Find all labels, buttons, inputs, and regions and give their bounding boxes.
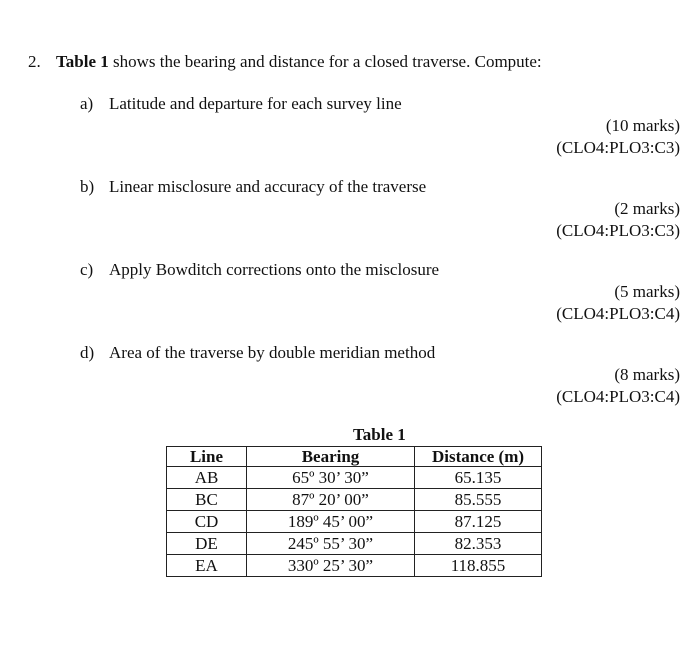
cell-distance: 87.125 bbox=[415, 511, 542, 533]
part-a-marks bbox=[556, 115, 680, 159]
cell-line: EA bbox=[167, 555, 247, 577]
traverse-table bbox=[166, 446, 542, 577]
part-d-label: d) bbox=[80, 343, 95, 362]
table-row bbox=[167, 489, 542, 511]
cell-bearing: 330º 25’ 30” bbox=[247, 555, 415, 577]
table-row bbox=[167, 555, 542, 577]
table-row bbox=[167, 533, 542, 555]
question-number: 2. bbox=[28, 52, 41, 71]
header-bearing: Bearing bbox=[247, 447, 415, 467]
part-b-text: Linear misclosure and accuracy of the traverse bbox=[109, 177, 427, 196]
cell-line: BC bbox=[167, 489, 247, 511]
table-reference: Table 1 bbox=[56, 52, 109, 71]
part-b-marks-value: (2 marks) bbox=[614, 199, 680, 218]
question-intro bbox=[56, 52, 542, 72]
cell-bearing: 189º 45’ 00” bbox=[247, 511, 415, 533]
cell-bearing: 245º 55’ 30” bbox=[247, 533, 415, 555]
header-distance: Distance (m) bbox=[415, 447, 542, 467]
part-c-clo: (CLO4:PLO3:C4) bbox=[556, 304, 680, 323]
cell-line: DE bbox=[167, 533, 247, 555]
table-row bbox=[167, 467, 542, 489]
part-d-text: Area of the traverse by double meridian method bbox=[109, 343, 436, 362]
part-c-label: c) bbox=[80, 260, 94, 279]
part-c-marks bbox=[556, 281, 680, 325]
intro-text: shows the bearing and distance for a closed traverse. Compute: bbox=[108, 52, 542, 71]
part-d-marks-value: (8 marks) bbox=[614, 365, 680, 384]
part-b-clo: (CLO4:PLO3:C3) bbox=[556, 221, 680, 240]
part-a-marks-value: (10 marks) bbox=[605, 116, 680, 135]
part-a-text: Latitude and departure for each survey line bbox=[109, 94, 402, 113]
table-title: Table 1 bbox=[353, 425, 406, 444]
part-a-clo: (CLO4:PLO3:C3) bbox=[556, 138, 680, 157]
part-a-label: a) bbox=[80, 94, 94, 113]
cell-bearing: 87º 20’ 00” bbox=[247, 489, 415, 511]
header-line: Line bbox=[167, 447, 247, 467]
cell-line: AB bbox=[167, 467, 247, 489]
cell-distance: 118.855 bbox=[415, 555, 542, 577]
cell-distance: 82.353 bbox=[415, 533, 542, 555]
cell-bearing: 65º 30’ 30” bbox=[247, 467, 415, 489]
part-d-clo: (CLO4:PLO3:C4) bbox=[556, 387, 680, 406]
cell-line: CD bbox=[167, 511, 247, 533]
table-header-row bbox=[167, 447, 542, 467]
part-c-marks-value: (5 marks) bbox=[614, 282, 680, 301]
part-b-label: b) bbox=[80, 177, 95, 196]
part-c-text: Apply Bowditch corrections onto the misclosure bbox=[109, 260, 440, 279]
cell-distance: 85.555 bbox=[415, 489, 542, 511]
part-d-marks bbox=[556, 364, 680, 408]
table-row bbox=[167, 511, 542, 533]
cell-distance: 65.135 bbox=[415, 467, 542, 489]
part-b-marks bbox=[556, 198, 680, 242]
